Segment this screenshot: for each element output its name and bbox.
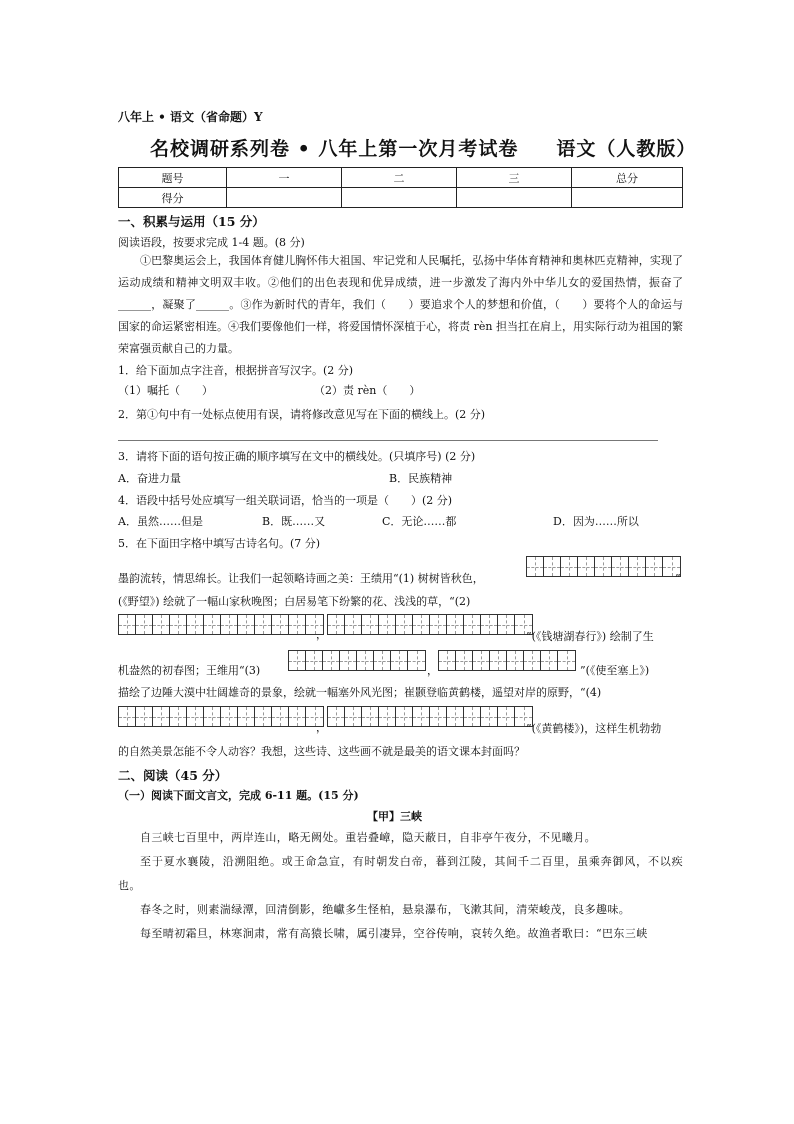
classical-paragraph: 自三峡七百里中，两岸连山，略无阙处。重岩叠嶂，隐天蔽日，自非亭午夜分，不见曦月。 [140, 831, 596, 844]
classical-paragraph: 春冬之时，则素湍绿潭，回清倒影，绝巘多生怪柏，悬泉瀑布，飞漱其间，清荣峻茂，良多趣味。 [140, 903, 631, 916]
tianzige-cell[interactable] [379, 615, 396, 634]
question-3-option-b: B．民族精神 [389, 472, 453, 485]
tianzige-cell[interactable] [362, 707, 379, 726]
tianzige-cell[interactable] [473, 651, 490, 670]
score-cell: 总分 [572, 168, 683, 188]
tianzige-grid[interactable] [327, 706, 533, 727]
section1-intro: 阅读语段，按要求完成 1-4 题。(8 分) [118, 236, 305, 249]
tianzige-cell[interactable] [413, 615, 430, 634]
tianzige-cell[interactable] [221, 707, 238, 726]
question-4: 4．语段中括号处应填写一组关联词语，恰当的一项是（ ）(2 分) [118, 494, 453, 507]
tianzige-cell[interactable] [527, 557, 544, 576]
classical-paragraph: 每至晴初霜旦，林寒涧肃，常有高猿长啸，属引凄异，空谷传响，哀转久绝。故渔者歌曰：“巴东三峡 [140, 927, 648, 940]
poem-line-4-end: ”(《使至塞上》) [580, 664, 650, 677]
tianzige-cell[interactable] [498, 707, 515, 726]
tianzige-cell[interactable] [524, 651, 541, 670]
question-1: 1．给下面加点字注音，根据拼音写汉字。(2 分) [118, 364, 354, 377]
score-blank[interactable] [227, 188, 342, 208]
score-table [118, 167, 683, 208]
tianzige-cell[interactable] [119, 707, 136, 726]
question-3-option-a: A．奋进力量 [118, 472, 181, 485]
score-blank[interactable] [457, 188, 572, 208]
tianzige-cell[interactable] [136, 615, 153, 634]
tianzige-cell[interactable] [379, 707, 396, 726]
page-title [150, 134, 696, 161]
score-cell: 题号 [119, 168, 227, 188]
tianzige-cell[interactable] [544, 557, 561, 576]
tianzige-cell[interactable] [362, 615, 379, 634]
poem-comma: ， [427, 664, 438, 677]
tianzige-cell[interactable] [430, 707, 447, 726]
tianzige-cell[interactable] [255, 615, 272, 634]
classical-text-title: 【甲】三峡 [367, 810, 422, 823]
score-cell: 二 [342, 168, 457, 188]
poem-line-4: 机盎然的初春图；王维用“(3) [118, 664, 261, 677]
tianzige-cell[interactable] [345, 707, 362, 726]
section1-heading: 一、积累与运用（15 分） [118, 214, 265, 229]
tianzige-cell[interactable] [498, 615, 515, 634]
poem-line-2: (《野望》) 绘就了一幅山家秋晚图；白居易笔下纷繁的花、浅浅的草，“(2) [118, 595, 471, 608]
score-blank[interactable] [572, 188, 683, 208]
title-main: 名校调研系列卷 • 八年上第一次月考试卷 [150, 138, 519, 160]
tianzige-cell[interactable] [204, 707, 221, 726]
tianzige-grid[interactable] [526, 556, 681, 577]
section2-heading: 二、阅读（45 分） [118, 768, 228, 783]
score-table-header-row [119, 168, 683, 188]
tianzige-cell[interactable] [541, 651, 558, 670]
answer-line[interactable] [118, 440, 658, 441]
tianzige-grid[interactable] [118, 706, 324, 727]
poem-comma: ， [316, 628, 327, 641]
tianzige-cell[interactable] [204, 615, 221, 634]
poem-line-6-end: ”(《黄鹤楼》)，这样生机勃勃 [526, 722, 662, 735]
tianzige-cell[interactable] [345, 615, 362, 634]
tianzige-cell[interactable] [490, 651, 507, 670]
exam-tag: 八年上 • 语文（省命题）Y [118, 110, 263, 124]
tianzige-cell[interactable] [238, 707, 255, 726]
tianzige-grid[interactable] [288, 650, 426, 671]
question-4-option-c: C．无论……都 [382, 515, 457, 528]
tianzige-cell[interactable] [187, 615, 204, 634]
tianzige-cell[interactable] [430, 615, 447, 634]
tianzige-cell[interactable] [413, 707, 430, 726]
tianzige-cell[interactable] [447, 615, 464, 634]
tianzige-cell[interactable] [391, 651, 408, 670]
tianzige-cell[interactable] [481, 615, 498, 634]
tianzige-cell[interactable] [464, 707, 481, 726]
tianzige-cell[interactable] [396, 615, 413, 634]
tianzige-cell[interactable] [187, 707, 204, 726]
tianzige-cell[interactable] [238, 615, 255, 634]
score-blank[interactable] [342, 188, 457, 208]
question-2: 2．第①句中有一处标点使用有误，请将修改意见写在下面的横线上。(2 分) [118, 408, 486, 421]
score-cell: 一 [227, 168, 342, 188]
tianzige-cell[interactable] [153, 615, 170, 634]
tianzige-cell[interactable] [328, 615, 345, 634]
tianzige-grid[interactable] [118, 614, 324, 635]
tianzige-cell[interactable] [328, 707, 345, 726]
tianzige-cell[interactable] [340, 651, 357, 670]
tianzige-cell[interactable] [255, 707, 272, 726]
tianzige-cell[interactable] [136, 707, 153, 726]
tianzige-cell[interactable] [396, 707, 413, 726]
classical-paragraph: 至于夏水襄陵，沿溯阻绝。或王命急宣，有时朝发白帝，暮到江陵，其间千二百里，虽乘奔御风，不以疾也。 [118, 855, 683, 892]
reading-passage: ①巴黎奥运会上，我国体育健儿胸怀伟大祖国、牢记党和人民嘱托，弘扬中华体育精神和奥林匹克精神，实现了运动成绩和精神文明双丰收。②他们的出色表现和优异成绩，进一步激发了海内外中华儿女的爱国热情，振奋了______，凝聚了______。③作为新时代的青年，我们（ ）要追求个人的梦想和价值，（ ）要将个人的命运与国家的命运紧密相连。④我们要像他们一样，将爱国情怀深植于心，将责 rèn 担当扛在肩上，用实际行动为祖国的繁荣富强贡献自己的力量。 [118, 254, 683, 355]
poem-line-3-end: ”(《钱塘湖春行》) 绘制了生 [526, 630, 654, 643]
tianzige-cell[interactable] [561, 557, 578, 576]
question-3: 3．请将下面的语句按正确的顺序填写在文中的横线处。(只填序号) (2 分) [118, 450, 476, 463]
tianzige-cell[interactable] [357, 651, 374, 670]
title-subject: 语文（人教版） [556, 138, 697, 160]
question-4-option-b: B．既……又 [262, 515, 326, 528]
tianzige-cell[interactable] [374, 651, 391, 670]
tianzige-cell[interactable] [612, 557, 629, 576]
tianzige-cell[interactable] [578, 557, 595, 576]
tianzige-cell[interactable] [170, 615, 187, 634]
tianzige-cell[interactable] [558, 651, 575, 670]
tianzige-cell[interactable] [595, 557, 612, 576]
tianzige-cell[interactable] [153, 707, 170, 726]
tianzige-cell[interactable] [439, 651, 456, 670]
quote-close: ” [675, 572, 681, 585]
question-5: 5．在下面田字格中填写古诗名句。(7 分) [118, 537, 321, 550]
tianzige-cell[interactable] [408, 651, 425, 670]
score-table-score-row [119, 188, 683, 208]
tianzige-cell[interactable] [306, 651, 323, 670]
score-cell: 三 [457, 168, 572, 188]
tianzige-cell[interactable] [119, 615, 136, 634]
poem-comma: ， [316, 721, 327, 734]
tianzige-cell[interactable] [221, 615, 238, 634]
tianzige-cell[interactable] [289, 707, 306, 726]
poem-line-7: 的自然美景怎能不令人动容？我想，这些诗、这些画不就是最美的语文课本封面吗？ [118, 745, 525, 758]
tianzige-cell[interactable] [464, 615, 481, 634]
tianzige-cell[interactable] [646, 557, 663, 576]
question-1-a: （1）嘱托（ ） [118, 384, 213, 397]
tianzige-cell[interactable] [170, 707, 187, 726]
question-1-b: （2）责 rèn（ ） [314, 384, 421, 397]
tianzige-grid[interactable] [327, 614, 533, 635]
tianzige-grid[interactable] [438, 650, 576, 671]
question-4-option-d: D．因为……所以 [553, 515, 639, 528]
tianzige-cell[interactable] [507, 651, 524, 670]
tianzige-cell[interactable] [456, 651, 473, 670]
tianzige-cell[interactable] [323, 651, 340, 670]
section2-subheading: （一）阅读下面文言文，完成 6-11 题。(15 分) [118, 789, 359, 802]
tianzige-cell[interactable] [272, 615, 289, 634]
poem-line-1: 墨韵流转，情思绵长。让我们一起领略诗画之美：王绩用“(1) 树树皆秋色， [118, 572, 484, 585]
score-label: 得分 [119, 188, 227, 208]
tianzige-cell[interactable] [629, 557, 646, 576]
tianzige-cell[interactable] [272, 707, 289, 726]
tianzige-cell[interactable] [289, 615, 306, 634]
poem-line-5: 描绘了边陲大漠中壮阔雄奇的景象，绘就一幅塞外风光图；崔颢登临黄鹤楼，遥望对岸的原野，“(4) [118, 686, 602, 699]
tianzige-cell[interactable] [289, 651, 306, 670]
question-4-option-a: A．虽然……但是 [118, 515, 203, 528]
tianzige-cell[interactable] [447, 707, 464, 726]
tianzige-cell[interactable] [481, 707, 498, 726]
